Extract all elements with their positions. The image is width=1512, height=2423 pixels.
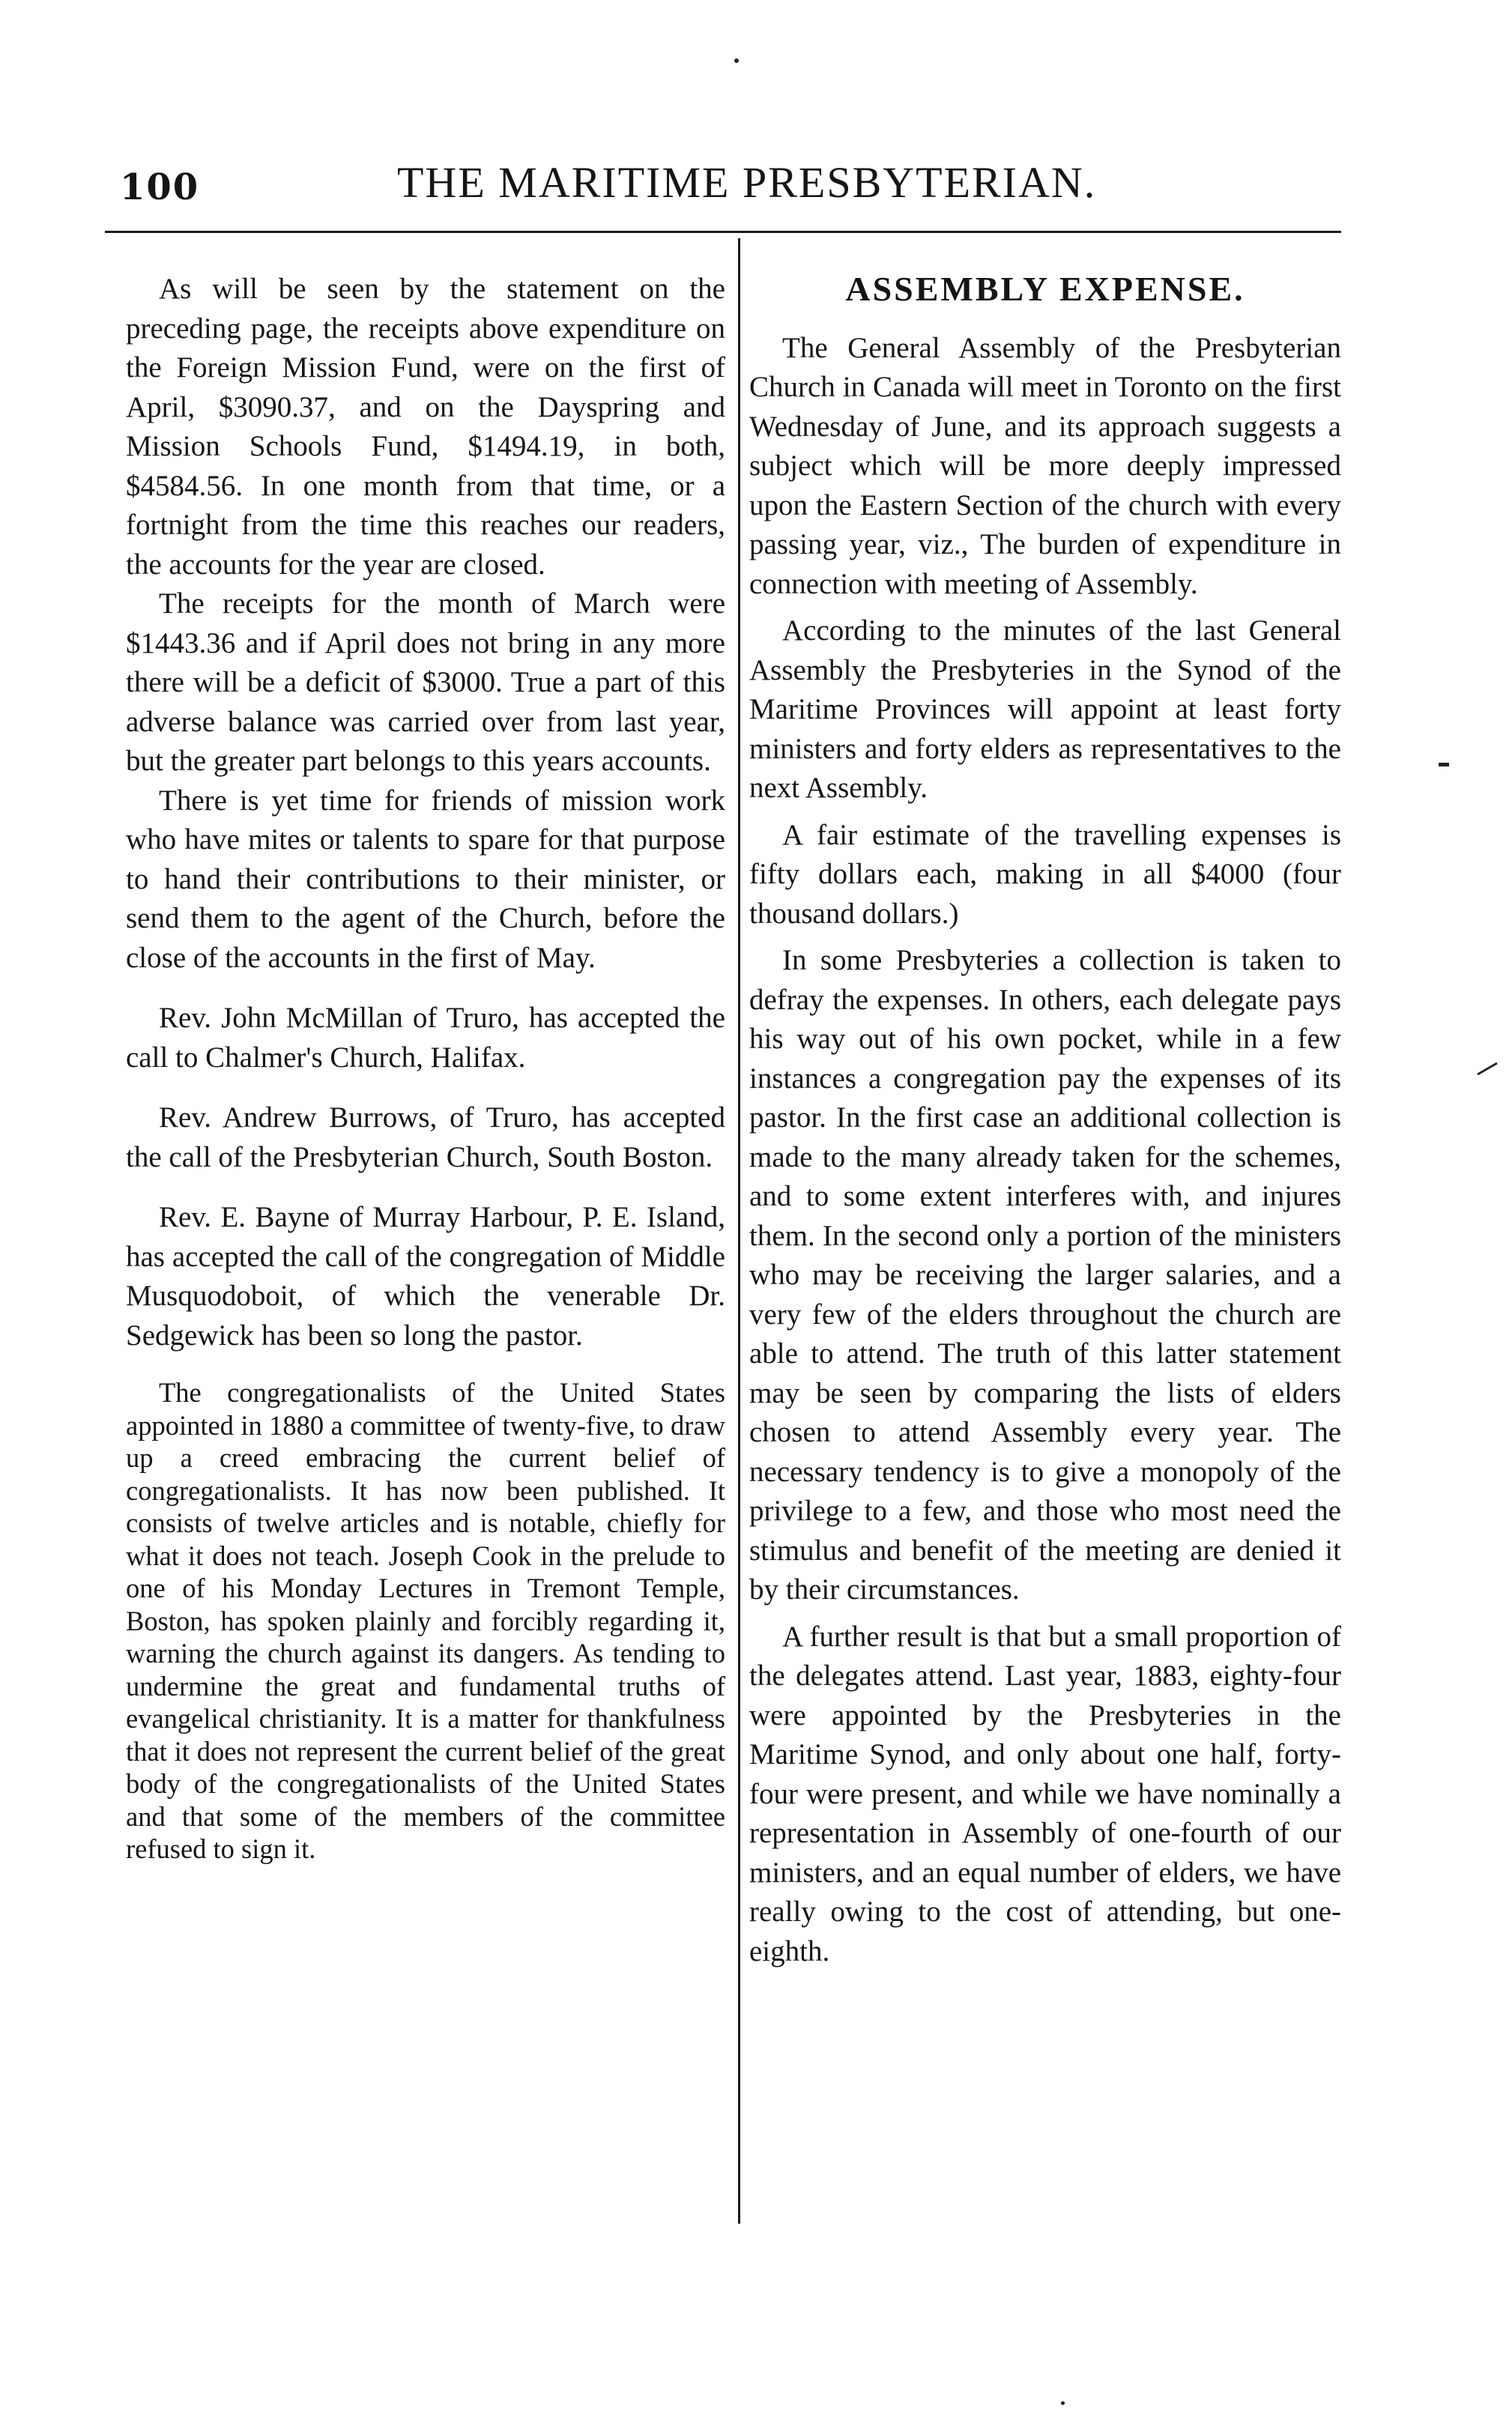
stray-ink-mark xyxy=(1477,1062,1497,1076)
stray-ink-mark xyxy=(1439,763,1449,766)
bayne-call-notice: Rev. E. Bayne of Murray Harbour, P. E. Island, has accepted the call of the congregation of Middle Musquodoboit, of which the venerable Dr. Sedgewick has been so long the pastor. xyxy=(126,1201,725,1352)
header-rule xyxy=(105,231,1341,233)
periodical-title: THE MARITIME PRESBYTERIAN. xyxy=(397,158,1097,207)
column-divider xyxy=(738,238,740,2224)
page-number: 100 xyxy=(120,166,200,208)
march-receipts-paragraph: The receipts for the month of March were $1443.36 and if April does not bring in any more there will be a deficit of $3000. True a part of this adverse balance was carried over from last year, but the greater part belongs to this years accounts. xyxy=(126,587,725,777)
attendance-result-paragraph: A further result is that but a small proportion of the delegates attend. Last year, 1883, eighty-four were appointed by the Presbyteries in the Maritime Synod, and only about one half, forty-four were present, and while we have nominally a representation in Assembly of one-fourth of our ministers, and an equal number of elders, we have really owing to the cost of attending, but one-eighth. xyxy=(749,1620,1341,1967)
travel-estimate-paragraph: A fair estimate of the travelling expenses is fifty dollars each, making in all $4000 (four thousand dollars.) xyxy=(749,818,1341,930)
right-column xyxy=(749,270,1341,1971)
congregationalist-creed-paragraph: The congregationalists of the United States appointed in 1880 a committee of twenty-five, to draw up a creed embracing the current belief of congregationalists. It has now been published. It consists of twelve articles and is notable, chiefly for what it does not teach. Joseph Cook in the prelude to one of his Monday Lectures in Tremont Temple, Boston, has spoken plainly and forcibly regarding it, warning the church against its dangers. As tending to undermine the great and fundamental truths of evangelical christianity. It is a matter for thankfulness that it does not represent the current belief of the great body of the congregationalists of the United States and that some of the members of the committee refused to sign it. xyxy=(126,1377,725,1864)
assembly-meeting-paragraph: The General Assembly of the Presbyterian Church in Canada will meet in Toronto on the first Wednesday of June, and its approach suggests a subject which will be more deeply impressed upon the Eastern Section of the church with every passing year, viz., The burden of expenditure in connection with meeting of Assembly. xyxy=(749,331,1341,600)
representatives-paragraph: According to the minutes of the last General Assembly the Presbyteries in the Synod of the Maritime Provinces will appoint at least forty ministers and forty elders as representatives to the next Assembly. xyxy=(749,614,1341,804)
stray-ink-mark xyxy=(734,58,739,63)
defraying-expenses-paragraph: In some Presbyteries a collection is taken to defray the expenses. In others, each delegate pays his way out of his own pocket, while in a few instances a congregation pay the expenses of its pastor. In the first case an additional collection is made to the many already taken for the schemes, and to some extent interferes with, and injures them. In the second only a portion of the ministers who may be receiving the larger salaries, and a very few of the elders throughout the church are able to attend. The truth of this latter statement may be seen by comparing the lists of elders chosen to attend Assembly every year. The necessary tendency is to give a monopoly of the privilege to a few, and those who most need the stimulus and benefit of the meeting are denied it by their circumstances. xyxy=(749,944,1341,1606)
stray-ink-mark xyxy=(1061,2401,1065,2405)
burrows-call-notice: Rev. Andrew Burrows, of Truro, has accepted the call of the Presbyterian Church, South Boston. xyxy=(126,1101,725,1173)
section-heading: ASSEMBLY EXPENSE. xyxy=(845,270,1245,308)
mcmillan-call-notice: Rev. John McMillan of Truro, has accepted the call to Chalmer's Church, Halifax. xyxy=(126,1002,725,1074)
contributions-appeal-paragraph: There is yet time for friends of mission work who have mites or talents to spare for that purpose to hand their contributions to their minister, or send them to the agent of the Church, before the close of the accounts in the first of May. xyxy=(126,784,725,974)
mission-fund-paragraph: As will be seen by the statement on the preceding page, the receipts above expenditure on the Foreign Mission Fund, were on the first of April, $3090.37, and on the Dayspring and Mission Schools Fund, $1494.19, in both, $4584.56. In one month from that time, or a fortnight from the time this reaches our readers, the accounts for the year are closed. xyxy=(126,273,725,581)
left-column xyxy=(126,270,725,1866)
